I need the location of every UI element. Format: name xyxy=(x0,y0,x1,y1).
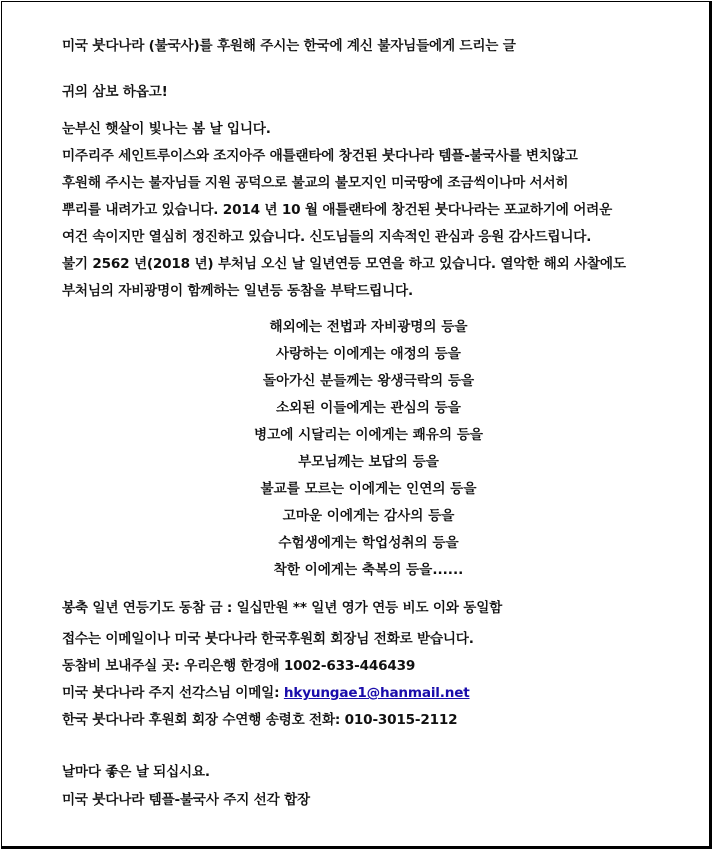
salutation: 귀의 삼보 하옵고! xyxy=(62,84,168,100)
lantern-poem xyxy=(62,314,675,584)
reception-line: 접수는 이메일이나 미국 붓다나라 한국후원회 회장님 전화로 받습니다. xyxy=(62,631,474,647)
body-line: 미주리주 세인트루이스와 조지아주 애틀랜타에 창건된 붓다나라 템플-불국사를 변치않고 xyxy=(62,148,578,164)
body-line: 후원해 주시는 불자님들 지원 공덕으로 불교의 불모지인 미국땅에 조금씩이나마 서서히 xyxy=(62,175,569,191)
poem-line: 병고에 시달리는 이에게는 쾌유의 등을 xyxy=(253,427,484,443)
contact-block xyxy=(62,626,692,734)
email-line xyxy=(62,680,692,707)
fee-line: 봉축 일년 연등기도 동참 금 : 일십만원 ** 일년 영가 연등 비도 이와 동일함 xyxy=(62,600,503,616)
poem-line: 착한 이에게는 축복의 등을...... xyxy=(273,562,464,578)
closing-greeting: 날마다 좋은 날 되십시요. xyxy=(62,764,210,780)
phone-line: 한국 붓다나라 후원회 회장 수연행 송령호 전화: 010-3015-2112 xyxy=(62,712,458,728)
body-line: 눈부신 햇살이 빛나는 봄 날 입니다. xyxy=(62,121,271,137)
body-line: 부처님의 자비광명이 함께하는 일년등 동참을 부탁드립니다. xyxy=(62,283,413,299)
email-label: 미국 붓다나라 주지 선각스님 이메일: xyxy=(62,685,284,701)
poem-line: 불교를 모르는 이에게는 인연의 등을 xyxy=(260,481,477,497)
letter-title: 미국 붓다나라 (불국사)를 후원해 주시는 한국에 계신 불자님들에게 드리는 글 xyxy=(62,38,516,54)
body-line: 여건 속이지만 열심히 정진하고 있습니다. 신도님들의 지속적인 관심과 응원 감사드립니다. xyxy=(62,229,592,245)
letter-page xyxy=(1,1,712,849)
poem-line: 고마운 이에게는 감사의 등을 xyxy=(282,508,455,524)
poem-line: 돌아가신 분들께는 왕생극락의 등을 xyxy=(262,373,475,389)
email-link[interactable]: hkyungae1@hanmail.net xyxy=(283,685,470,701)
bank-line: 동참비 보내주실 곳: 우리은행 한경애 1002-633-446439 xyxy=(62,658,416,674)
poem-line: 사랑하는 이에게는 애정의 등을 xyxy=(276,346,461,362)
body-line: 뿌리를 내려가고 있습니다. 2014 년 10 월 애틀랜타에 창건된 붓다나라는 포교하기에 어려운 xyxy=(62,202,613,218)
poem-line: 해외에는 전법과 자비광명의 등을 xyxy=(269,319,468,335)
closing-signature: 미국 붓다나라 템플-불국사 주지 선각 합장 xyxy=(62,792,310,808)
body-paragraph xyxy=(62,116,692,305)
body-line: 불기 2562 년(2018 년) 부처님 오신 날 일년연등 모연을 하고 있습니다. 열악한 해외 사찰에도 xyxy=(62,256,626,272)
poem-line: 수험생에게는 학업성취의 등을 xyxy=(278,535,459,551)
poem-line: 소외된 이들에게는 관심의 등을 xyxy=(276,400,461,416)
poem-line: 부모님께는 보답의 등을 xyxy=(298,454,439,470)
